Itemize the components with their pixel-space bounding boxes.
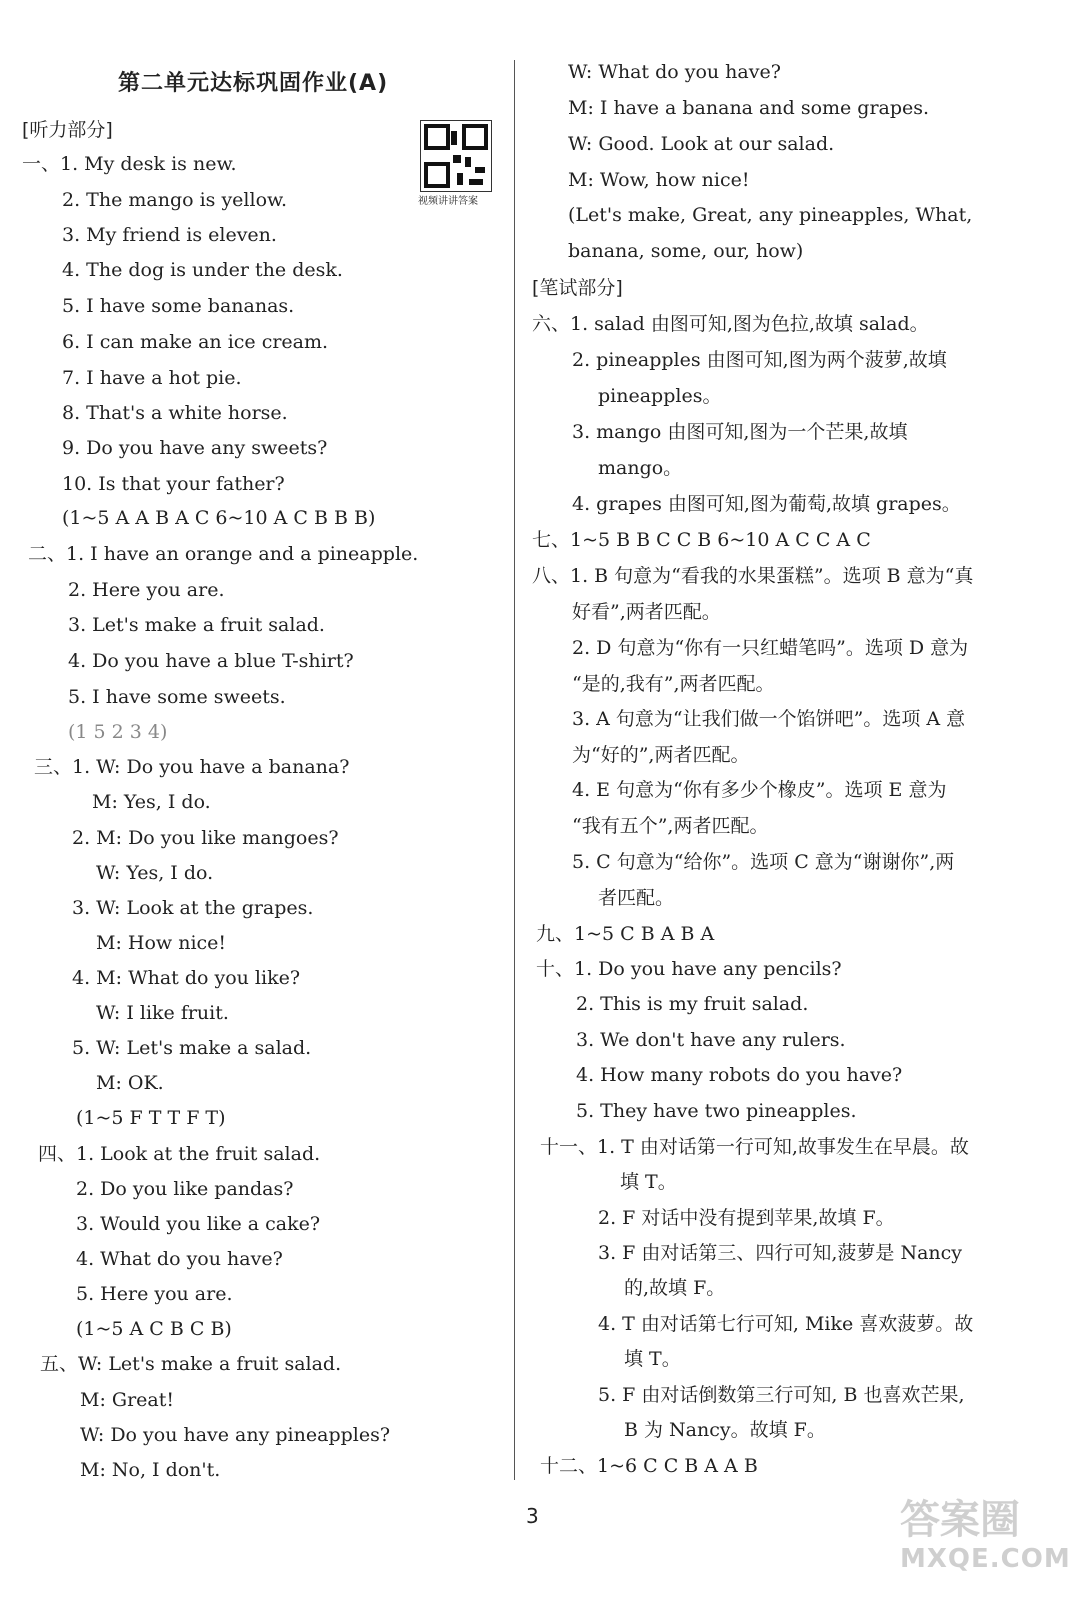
answer-line: 填 T。: [620, 1171, 677, 1193]
answer-line: 3. We don't have any rulers.: [576, 1029, 846, 1051]
answer-key: (1~5 A C B C B): [76, 1318, 232, 1340]
answer-line: 十一、1. T 由对话第一行可知,故事发生在早晨。故: [540, 1136, 969, 1158]
answer-line: 3. My friend is eleven.: [62, 224, 277, 246]
answer-line: 4. M: What do you like?: [72, 967, 301, 989]
answer-line: 3. Let's make a fruit salad.: [68, 614, 325, 636]
answer-line: 为“好的”,两者匹配。: [572, 744, 750, 766]
answer-line: 填 T。: [624, 1348, 681, 1370]
answer-line: 十、1. Do you have any pencils?: [536, 958, 842, 980]
answer-line: W: Good. Look at our salad.: [568, 133, 835, 155]
answer-line: 五、W: Let's make a fruit salad.: [40, 1353, 342, 1375]
answer-line: M: Yes, I do.: [92, 791, 211, 813]
answer-line: 4. E 句意为“你有多少个橡皮”。选项 E 意为: [572, 779, 947, 801]
answer-line: “我有五个”,两者匹配。: [572, 815, 769, 837]
answer-line: 5. I have some bananas.: [62, 295, 295, 317]
answer-line: 四、1. Look at the fruit salad.: [38, 1143, 321, 1165]
qr-code-icon: [420, 120, 492, 192]
answer-line: 3. W: Look at the grapes.: [72, 897, 314, 919]
listening-header: [听力部分]: [22, 119, 113, 141]
page-number: 3: [526, 1504, 539, 1528]
answer-line: 4. What do you have?: [76, 1248, 283, 1270]
answer-key: (1 5 2 3 4): [68, 721, 168, 743]
answer-key: 九、1~5 C B A B A: [536, 923, 715, 945]
column-divider: [514, 60, 515, 1480]
answer-line: M: I have a banana and some grapes.: [568, 97, 930, 119]
answer-line: 2. D 句意为“你有一只红蜡笔吗”。选项 D 意为: [572, 637, 969, 659]
answer-key: (1~5 A A B A C 6~10 A C B B B): [62, 507, 376, 529]
answer-line: 三、1. W: Do you have a banana?: [34, 756, 350, 778]
answer-line: 6. I can make an ice cream.: [62, 331, 329, 353]
answer-line: 10. Is that your father?: [62, 473, 285, 495]
answer-line: 8. That's a white horse.: [62, 402, 288, 424]
answer-line: banana, some, our, how): [568, 240, 804, 262]
answer-line: 八、1. B 句意为“看我的水果蛋糕”。选项 B 意为“真: [532, 565, 974, 587]
answer-line: 4. Do you have a blue T-shirt?: [68, 650, 354, 672]
answer-line: M: No, I don't.: [80, 1459, 221, 1481]
answer-line: 5. F 由对话倒数第三行可知, B 也喜欢芒果,: [598, 1384, 965, 1406]
answer-line: 9. Do you have any sweets?: [62, 437, 328, 459]
answer-line: 3. mango 由图可知,图为一个芒果,故填: [572, 421, 908, 443]
answer-line: 3. Would you like a cake?: [76, 1213, 321, 1235]
answer-line: “是的,我有”,两者匹配。: [572, 673, 775, 695]
answer-key: 七、1~5 B B C C B 6~10 A C C A C: [532, 529, 871, 551]
answer-line: 者匹配。: [598, 887, 675, 909]
answer-line: 5. Here you are.: [76, 1283, 233, 1305]
answer-line: 4. T 由对话第七行可知, Mike 喜欢菠萝。故: [598, 1313, 974, 1335]
answer-line: W: Do you have any pineapples?: [80, 1424, 391, 1446]
answer-line: 2. This is my fruit salad.: [576, 993, 809, 1015]
answer-line: 2. pineapples 由图可知,图为两个菠萝,故填: [572, 349, 947, 371]
answer-line: 3. F 由对话第三、四行可知,菠萝是 Nancy: [598, 1242, 963, 1264]
answer-line: 二、1. I have an orange and a pineapple.: [28, 543, 419, 565]
answer-line: M: Great!: [80, 1389, 174, 1411]
answer-line: 2. Here you are.: [68, 579, 225, 601]
writing-header: [笔试部分]: [532, 277, 623, 299]
watermark-logo: 答案圈: [900, 1497, 1020, 1543]
answer-line: 7. I have a hot pie.: [62, 367, 242, 389]
watermark-url: MXQE.COM: [900, 1544, 1071, 1574]
answer-line: 4. grapes 由图可知,图为葡萄,故填 grapes。: [572, 493, 961, 515]
answer-line: 2. The mango is yellow.: [62, 189, 288, 211]
answer-line: B 为 Nancy。故填 F。: [624, 1419, 826, 1441]
answer-line: mango。: [598, 457, 683, 479]
answer-line: W: I like fruit.: [96, 1002, 229, 1024]
answer-line: W: What do you have?: [568, 61, 781, 83]
answer-line: M: Wow, how nice!: [568, 169, 750, 191]
answer-line: 2. Do you like pandas?: [76, 1178, 294, 1200]
answer-line: pineapples。: [598, 385, 722, 407]
answer-line: 5. I have some sweets.: [68, 686, 286, 708]
answer-line: 一、1. My desk is new.: [22, 153, 237, 175]
answer-line: M: How nice!: [96, 932, 227, 954]
answer-line: 2. F 对话中没有提到苹果,故填 F。: [598, 1207, 895, 1229]
answer-key: (1~5 F T T F T): [76, 1107, 226, 1129]
answer-line: 5. They have two pineapples.: [576, 1100, 857, 1122]
answer-line: 4. How many robots do you have?: [576, 1064, 903, 1086]
answer-line: (Let's make, Great, any pineapples, What,: [568, 204, 973, 226]
answer-line: 3. A 句意为“让我们做一个馅饼吧”。选项 A 意: [572, 708, 966, 730]
answer-line: 2. M: Do you like mangoes?: [72, 827, 339, 849]
answer-line: 的,故填 F。: [624, 1277, 726, 1299]
answer-line: 4. The dog is under the desk.: [62, 259, 343, 281]
answer-line: M: OK.: [96, 1072, 164, 1094]
answer-line: 好看”,两者匹配。: [572, 601, 721, 623]
answer-line: 5. W: Let's make a salad.: [72, 1037, 312, 1059]
page-title: 第二单元达标巩固作业(A): [118, 71, 389, 96]
answer-line: 六、1. salad 由图可知,图为色拉,故填 salad。: [532, 313, 929, 335]
answer-line: 5. C 句意为“给你”。选项 C 意为“谢谢你”,两: [572, 851, 955, 873]
qr-caption: 视频讲讲答案: [418, 196, 478, 207]
answer-line: W: Yes, I do.: [96, 862, 214, 884]
answer-key: 十二、1~6 C C B A A B: [540, 1455, 758, 1477]
